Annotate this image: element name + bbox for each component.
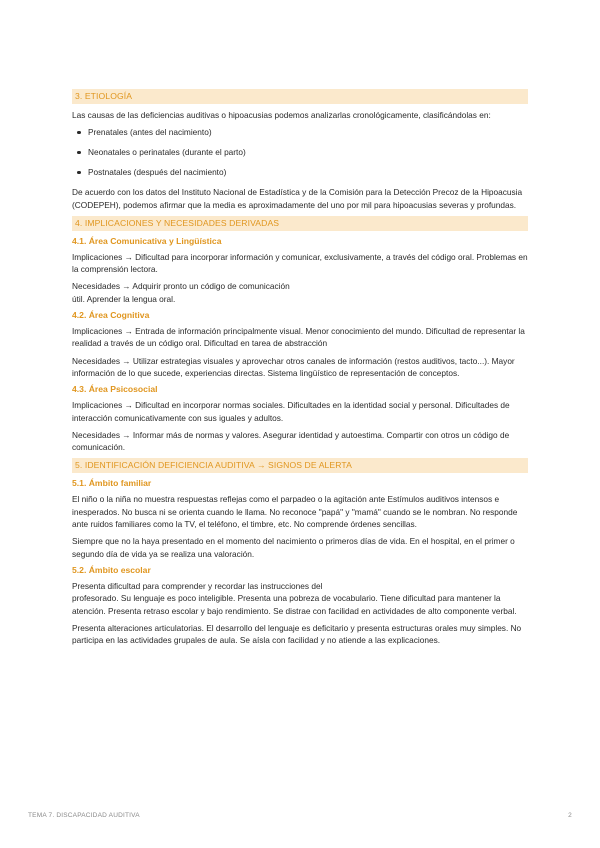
page-footer xyxy=(28,812,572,819)
psicosocial-implicaciones: Implicaciones → Dificultad en incorporar normas sociales. Dificultades en la identidad social y personal. Dificultades de interacción comunicativamente con sus iguales y adultos. xyxy=(72,400,510,423)
list-item: Postnatales (después del nacimiento) xyxy=(72,166,528,178)
subsection-title-escolar: 5.2. Ámbito escolar xyxy=(72,564,151,575)
document-page xyxy=(72,89,528,651)
page-number: 2 xyxy=(568,812,572,819)
section-heading-implicaciones: 4. IMPLICACIONES Y NECESIDADES DERIVADAS xyxy=(72,216,528,231)
escolar-paragraph-1 xyxy=(72,580,528,617)
subsection-title-comunicativa: 4.1. Área Comunicativa y Lingüística xyxy=(72,235,222,246)
escolar-paragraph-2: Presenta alteraciones articulatorias. El desarrollo del lenguaje es deficitario y presenta estructuras orales muy simples. No participa en las actividades grupales de aula. Se aísla con facilidad y no atiende a las explicaciones. xyxy=(72,622,522,646)
etiologia-intro: Las causas de las deficiencias auditivas o hipoacusias podemos analizarlas cronológicamente, clasificándolas en: xyxy=(72,110,491,120)
section-heading-identificacion: 5. IDENTIFICACIÓN DEFICIENCIA AUDITIVA → SIGNOS DE ALERTA xyxy=(72,458,528,473)
escolar-line-1: Presenta dificultad para comprender y recordar las instrucciones del xyxy=(72,580,323,591)
necesidades-line-1: Necesidades → Adquirir pronto un código de comunicación xyxy=(72,281,290,292)
section-heading-etiologia: 3. ETIOLOGÍA xyxy=(72,89,528,104)
etiologia-list xyxy=(72,126,528,178)
footer-title: TEMA 7. DISCAPACIDAD AUDITIVA xyxy=(28,812,140,819)
familiar-paragraph-1: El niño o la niña no muestra respuestas reflejas como el parpadeo o la agitación ante Estímulos auditivos intensos e inesperados. No busca ni se orienta cuando le llama. No reconoce "papá" y "mamá" cuando se le nombran. No responde ante ruidos familiares como la TV, el teléfono, el timbre, etc. No comprende órdenes sencillas. xyxy=(72,494,518,530)
necesidades-line-2: útil. Aprender la lengua oral. xyxy=(72,293,176,304)
cognitiva-implicaciones: Implicaciones → Entrada de información principalmente visual. Menor conocimiento del mundo. Dificultad de representar la realidad a través de un código oral. Dificultad en tarea de abstracción xyxy=(72,326,525,349)
list-item: Prenatales (antes del nacimiento) xyxy=(72,126,528,138)
list-item: Neonatales o perinatales (durante el parto) xyxy=(72,146,528,158)
comunicativa-implicaciones: Implicaciones → Dificultad para incorporar información y comunicar, exclusivamente, a través del código oral. Problemas en la comprensión lectora. xyxy=(72,251,528,275)
subsection-title-psicosocial: 4.3. Área Psicosocial xyxy=(72,384,158,395)
familiar-paragraph-2: Siempre que no la haya presentado en el momento del nacimiento o primeros días de vida. En el hospital, en el primer o segundo día de vida ya se realiza una valoración. xyxy=(72,536,515,559)
cognitiva-necesidades: Necesidades → Utilizar estrategias visuales y aprovechar otros canales de información (restos auditivos, tacto...). Mayor información de lo que sucede, experiencias directas. Sistema lingüístico de representación de conceptos. xyxy=(72,355,515,378)
comunicativa-necesidades xyxy=(72,280,528,305)
subsection-title-cognitiva: 4.2. Área Cognitiva xyxy=(72,310,150,321)
psicosocial-necesidades: Necesidades → Informar más de normas y valores. Asegurar identidad y autoestima. Compartir con otros un código de comunicación. xyxy=(72,429,510,453)
etiologia-closing: De acuerdo con los datos del Instituto Nacional de Estadística y de la Comisión para la Detección Precoz de la Hipoacusia (CODEPEH), podemos afirmar que la media es aproximadamente del uno por mil para hipoacusias severas y profundas. xyxy=(72,187,523,210)
escolar-line-rest: profesorado. Su lenguaje es poco inteligible. Presenta una pobreza de vocabulario. Tiene dificultad para mantener la atención. Presenta retraso escolar y bajo rendimiento. Se distrae con facilidad en actividades de alto componente verbal. xyxy=(72,593,517,616)
subsection-title-familiar: 5.1. Ámbito familiar xyxy=(72,478,152,489)
